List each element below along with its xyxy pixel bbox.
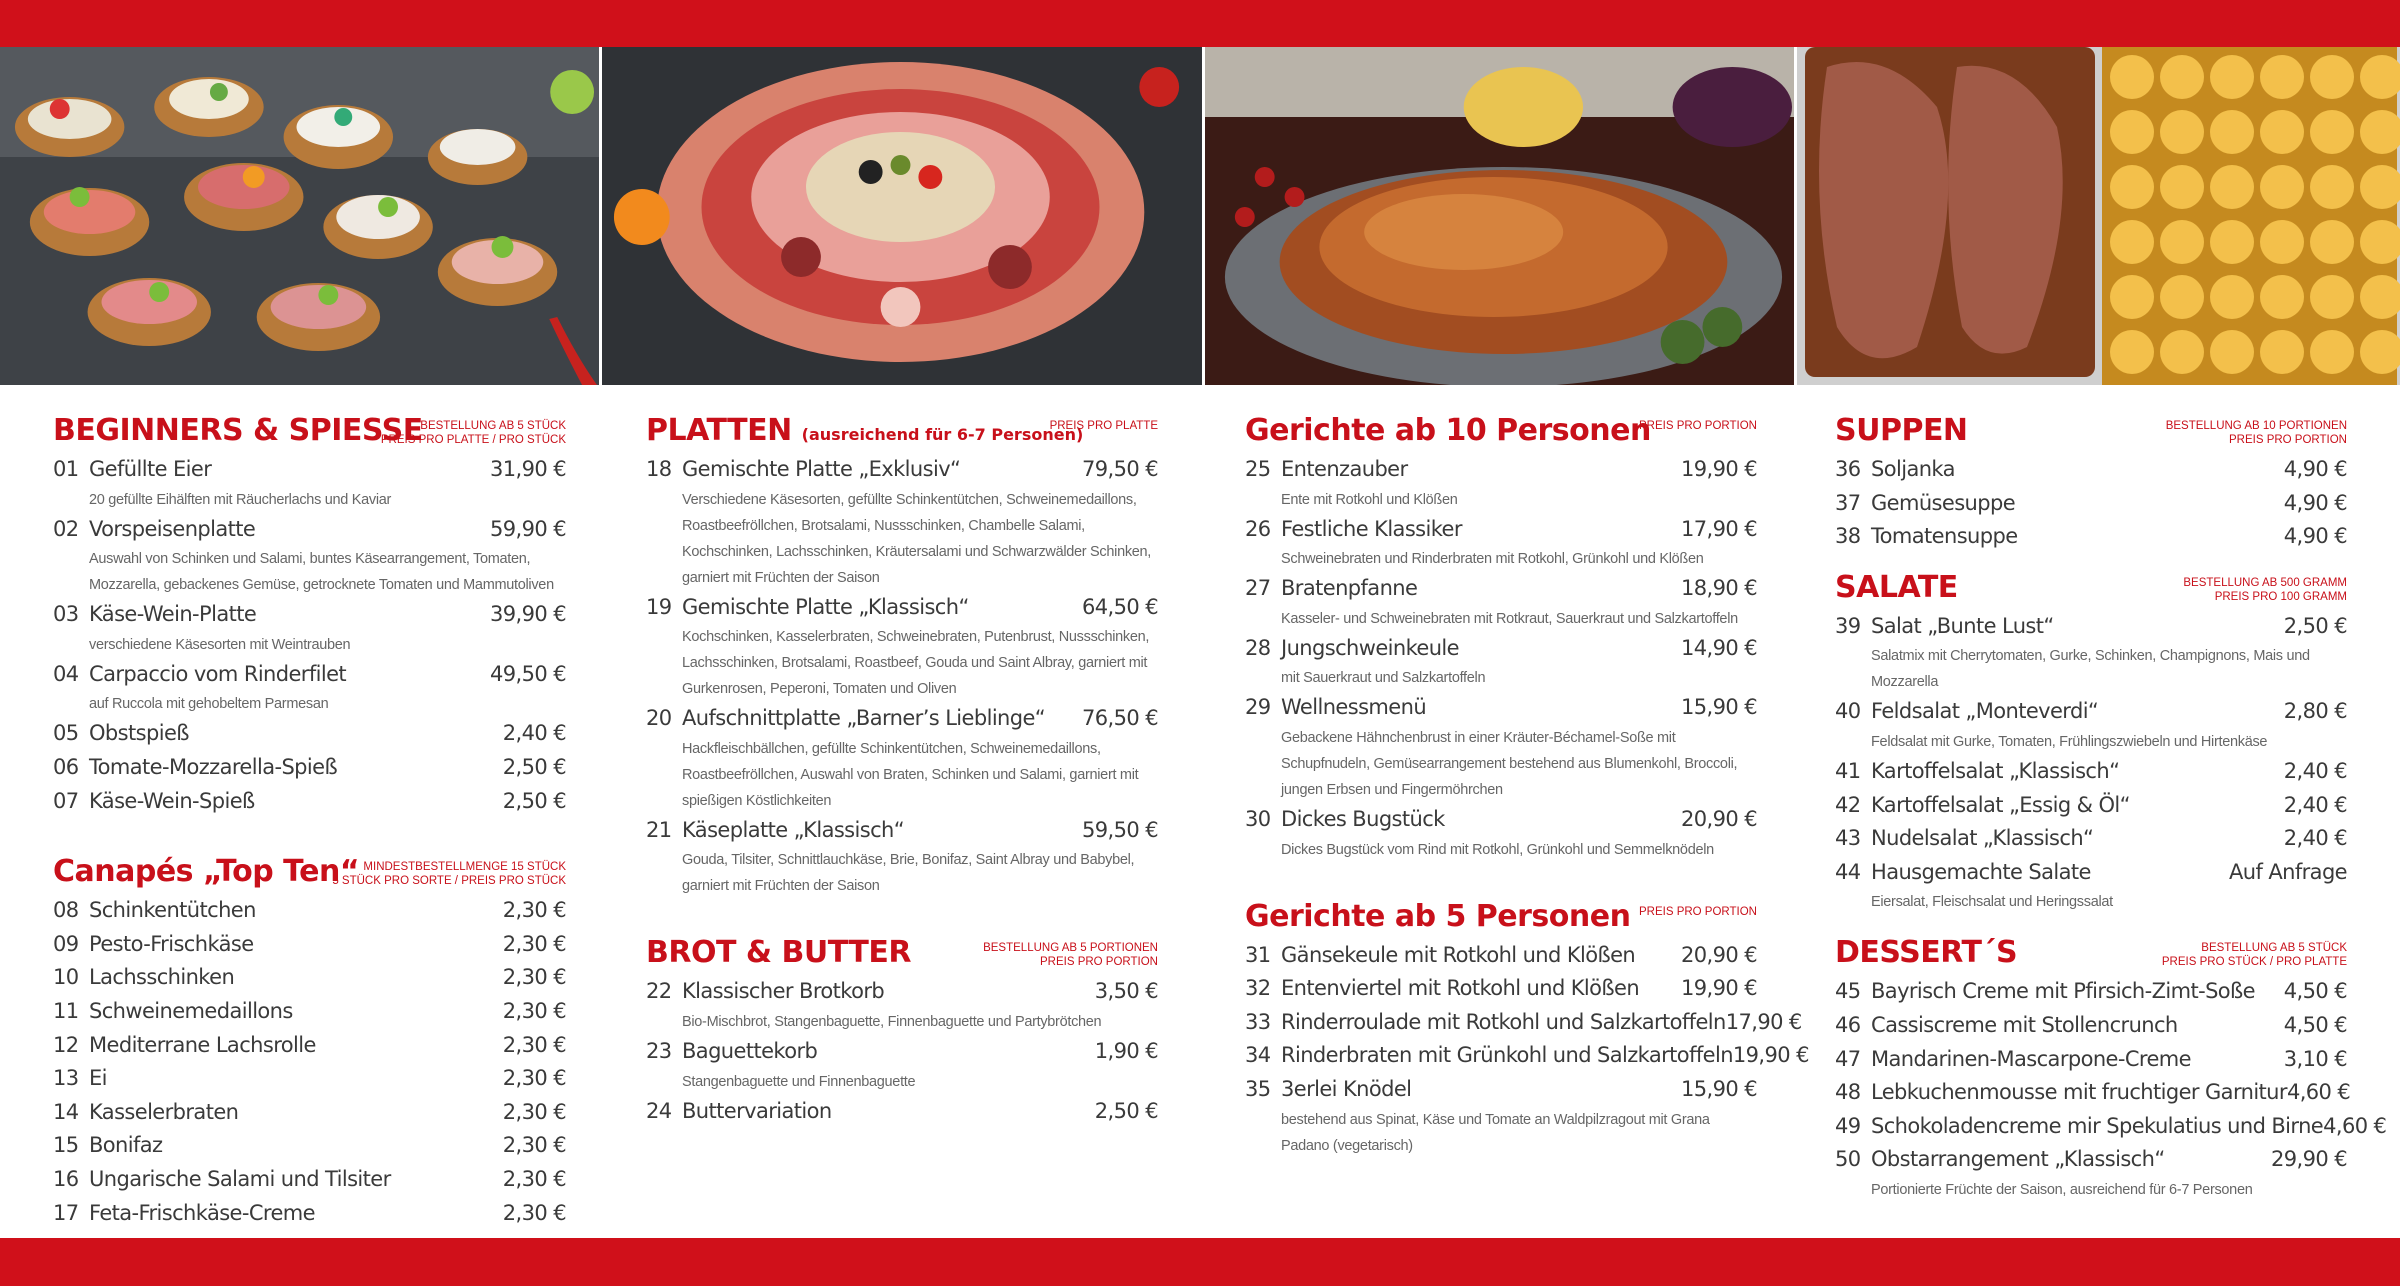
menu-item <box>53 751 566 785</box>
item-number: 49 <box>1835 1113 1861 1138</box>
item-price: 2,50 € <box>502 788 566 813</box>
item-price: 59,90 € <box>490 516 566 541</box>
photo-strip <box>0 47 2400 385</box>
menu-item <box>1835 1009 2347 1043</box>
menu-item <box>53 513 566 547</box>
menu-item <box>53 1062 566 1096</box>
item-price: 79,50 € <box>1082 457 1158 481</box>
menu-item <box>53 1163 566 1197</box>
item-description: Gebackene Hähnchenbrust in einer Kräuter-Béchamel-Soße mit Schupfnudeln, Gemüsearrangement bestehend aus Blumenkohl, Broccoli, jungen Erbsen und Fingermöhrchen <box>1281 729 1738 798</box>
menu-item <box>1835 789 2347 823</box>
section-note: BESTELLUNG AB 500 GRAMM PREIS PRO 100 GRAMM <box>2183 576 2347 603</box>
menu-item <box>646 591 1158 625</box>
item-number: 13 <box>53 1066 79 1091</box>
menu-item <box>1835 695 2347 729</box>
menu-item <box>53 1129 566 1163</box>
item-price: 64,50 € <box>1082 594 1158 619</box>
item-number: 17 <box>53 1200 79 1225</box>
roast-and-potatoes-photo <box>1797 47 2400 385</box>
item-name: Kartoffelsalat „Essig & Öl“ <box>1871 792 2130 817</box>
section-gerichte-5 <box>1245 889 1809 1159</box>
item-number: 19 <box>646 594 672 619</box>
menu-item <box>53 1197 566 1231</box>
item-number: 31 <box>1245 942 1271 967</box>
section-gerichte-10 <box>1245 403 1757 863</box>
item-number: 35 <box>1245 1076 1271 1101</box>
item-name: Rinderbraten mit Grünkohl und Salzkartoffeln <box>1281 1043 1733 1068</box>
section-suppen <box>1835 403 2347 554</box>
item-number: 24 <box>646 1098 672 1123</box>
item-price: 2,40 € <box>2283 826 2347 851</box>
section-dessert <box>1835 925 2387 1203</box>
menu-item <box>53 894 566 928</box>
item-name: 3erlei Knödel <box>1281 1076 1412 1101</box>
item-price: 2,30 € <box>502 1032 566 1057</box>
menu-item <box>1835 1143 2347 1177</box>
menu-item <box>1245 453 1757 487</box>
item-name: Aufschnittplatte „Barner’s Lieblinge“ <box>682 706 1046 731</box>
item-number: 21 <box>646 817 672 842</box>
item-number: 20 <box>646 706 672 731</box>
section-note: MINDESTBESTELLMENGE 15 STÜCK 5 STÜCK PRO SORTE / PREIS PRO STÜCK <box>332 861 566 888</box>
menu-item <box>646 702 1158 736</box>
item-number: 39 <box>1835 613 1861 638</box>
item-price: 2,30 € <box>502 1133 566 1158</box>
section-title: SALATE <box>1835 569 1958 605</box>
item-number: 15 <box>53 1133 79 1158</box>
item-description: mit Sauerkraut und Salzkartoffeln <box>1281 670 1486 687</box>
item-name: Lebkuchenmousse mit fruchtiger Garnitur <box>1871 1080 2287 1105</box>
item-price: 49,50 € <box>490 661 566 686</box>
item-description: verschiedene Käsesorten mit Weintrauben <box>89 636 351 653</box>
item-number: 37 <box>1835 490 1861 515</box>
item-price: 3,10 € <box>2283 1046 2347 1071</box>
item-price: 19,90 € <box>1681 976 1757 1001</box>
menu-item <box>53 961 566 995</box>
menu-item <box>646 975 1158 1009</box>
item-name: Ei <box>89 1066 107 1091</box>
item-number: 23 <box>646 1038 672 1063</box>
item-description: auf Ruccola mit gehobeltem Parmesan <box>89 696 329 713</box>
item-price: 29,90 € <box>2271 1147 2347 1172</box>
item-number: 33 <box>1245 1009 1271 1034</box>
item-number: 06 <box>53 754 79 779</box>
item-number: 38 <box>1835 524 1861 549</box>
section-platten <box>646 403 1158 899</box>
item-name: Pesto-Frischkäse <box>89 931 254 956</box>
item-name: Gemischte Platte „Exklusiv“ <box>682 457 961 481</box>
item-name: Jungschweinkeule <box>1281 635 1459 660</box>
section-title: Gerichte ab 5 Personen <box>1245 898 1631 934</box>
menu-item <box>1835 755 2347 789</box>
item-name: Entenzauber <box>1281 457 1408 481</box>
item-price: 2,80 € <box>2283 699 2347 724</box>
section-note: BESTELLUNG AB 5 STÜCK PREIS PRO STÜCK / PRO PLATTE <box>2161 942 2347 969</box>
item-number: 08 <box>53 898 79 923</box>
item-description: Feldsalat mit Gurke, Tomaten, Frühlingszwiebeln und Hirtenkäse <box>1871 733 2268 750</box>
item-number: 36 <box>1835 457 1861 481</box>
item-name: Bayrisch Creme mit Pfirsich-Zimt-Soße <box>1871 979 2255 1004</box>
item-number: 01 <box>53 457 79 481</box>
item-price: 4,60 € <box>2323 1113 2387 1138</box>
menu-item <box>1245 1039 1809 1073</box>
menu-item <box>1245 513 1757 547</box>
item-number: 42 <box>1835 792 1861 817</box>
item-price: 19,90 € <box>1681 457 1757 481</box>
section-beginners <box>53 403 566 818</box>
menu-column-4 <box>1835 403 2387 1203</box>
item-number: 41 <box>1835 758 1861 783</box>
item-number: 07 <box>53 788 79 813</box>
item-number: 14 <box>53 1099 79 1124</box>
item-description: Eiersalat, Fleischsalat und Heringssalat <box>1871 894 2113 911</box>
item-price: 4,60 € <box>2286 1080 2351 1105</box>
item-name: Cassiscreme mit Stollencrunch <box>1871 1012 2178 1037</box>
item-price: 4,90 € <box>2283 490 2347 515</box>
item-name: Obstarrangement „Klassisch“ <box>1871 1147 2165 1172</box>
item-price: 2,40 € <box>2283 758 2347 783</box>
item-number: 48 <box>1835 1080 1861 1105</box>
menu-item <box>646 1035 1158 1069</box>
item-price: 2,50 € <box>1094 1098 1158 1123</box>
item-description: Portionierte Früchte der Saison, ausreichend für 6-7 Personen <box>1871 1181 2253 1198</box>
item-name: Feta-Frischkäse-Creme <box>89 1200 315 1225</box>
item-number: 45 <box>1835 979 1861 1004</box>
item-number: 30 <box>1245 806 1271 831</box>
item-number: 32 <box>1245 976 1271 1001</box>
item-price: 2,30 € <box>502 1166 566 1191</box>
item-number: 18 <box>646 457 672 481</box>
item-name: Klassischer Brotkorb <box>682 979 885 1004</box>
menu-item <box>1245 691 1757 725</box>
item-name: Hausgemachte Salate <box>1871 859 2091 884</box>
menu-item <box>1245 572 1757 606</box>
item-name: Mandarinen-Mascarpone-Creme <box>1871 1046 2191 1071</box>
section-title: Canapés „Top Ten“ <box>53 854 360 890</box>
menu-item <box>1245 1073 1757 1107</box>
menu-item <box>646 453 1158 487</box>
menu-item <box>1835 487 2347 521</box>
item-description: Kochschinken, Kasselerbraten, Schweinebraten, Putenbrust, Nussschinken, Lachsschinken, Brotsalami, Roastbeef, Gouda und Saint Albray, garniert mit Gurkenrosen, Peperoni, Tomaten und Oliven <box>682 629 1150 698</box>
item-price: 76,50 € <box>1082 706 1158 731</box>
item-description: Schweinebraten und Rinderbraten mit Rotkohl, Grünkohl und Klößen <box>1281 551 1704 568</box>
platter-photo <box>602 47 1205 385</box>
item-name: Festliche Klassiker <box>1281 516 1462 541</box>
item-price: 2,30 € <box>502 1099 566 1124</box>
item-number: 47 <box>1835 1046 1861 1071</box>
item-name: Schokoladencreme mir Spekulatius und Birne <box>1871 1113 2324 1138</box>
item-price: 17,90 € <box>1725 1009 1802 1034</box>
item-description: Kasseler- und Schweinebraten mit Rotkraut, Sauerkraut und Salzkartoffeln <box>1281 610 1738 627</box>
item-name: Kartoffelsalat „Klassisch“ <box>1871 758 2120 783</box>
item-price: 2,50 € <box>2283 613 2347 638</box>
item-name: Soljanka <box>1871 457 1955 481</box>
item-number: 34 <box>1245 1043 1271 1068</box>
menu-item <box>53 453 566 487</box>
item-number: 50 <box>1835 1147 1861 1172</box>
item-number: 02 <box>53 516 79 541</box>
item-price: 2,30 € <box>502 965 566 990</box>
item-description: 20 gefüllte Eihälften mit Räucherlachs und Kaviar <box>89 491 392 508</box>
item-price: 2,40 € <box>2283 792 2347 817</box>
section-title: DESSERT´S <box>1835 935 2018 971</box>
item-name: Kasselerbraten <box>89 1099 239 1124</box>
item-price: 2,40 € <box>502 721 566 746</box>
item-description: Gouda, Tilsiter, Schnittlauchkäse, Brie, Bonifaz, Saint Albray und Babybel, garniert mit Früchten der Saison <box>682 852 1135 895</box>
item-description: Salatmix mit Cherrytomaten, Gurke, Schinken, Champignons, Mais und Mozzarella <box>1871 648 2310 691</box>
item-name: Baguettekorb <box>682 1038 818 1063</box>
item-description: bestehend aus Spinat, Käse und Tomate an Waldpilzragout mit Grana Padano (vegetarisch) <box>1281 1111 1710 1154</box>
item-name: Gemischte Platte „Klassisch“ <box>682 594 969 619</box>
section-note: PREIS PRO PORTION <box>1638 905 1757 918</box>
menu-item <box>1245 803 1757 837</box>
item-price: 20,90 € <box>1681 806 1757 831</box>
item-number: 44 <box>1835 859 1861 884</box>
section-canapes <box>53 844 566 1230</box>
menu-column-2 <box>646 403 1158 1128</box>
item-price: 4,50 € <box>2283 1012 2347 1037</box>
bottom-red-band <box>0 1238 2400 1286</box>
item-number: 25 <box>1245 457 1271 481</box>
menu-item <box>53 717 566 751</box>
menu-item <box>53 658 566 692</box>
section-note: BESTELLUNG AB 5 PORTIONEN PREIS PRO PORTION <box>983 942 1158 969</box>
item-number: 03 <box>53 602 79 627</box>
menu-item <box>646 814 1158 848</box>
item-name: Tomate-Mozzarella-Spieß <box>89 754 338 779</box>
menu-item <box>1245 1006 1802 1040</box>
menu-item <box>1835 975 2347 1009</box>
item-price: 59,50 € <box>1082 817 1158 842</box>
item-price: 17,90 € <box>1681 516 1757 541</box>
item-price: 2,30 € <box>502 1200 566 1225</box>
item-price: 15,90 € <box>1681 1076 1757 1101</box>
section-title: SUPPEN <box>1835 413 1968 448</box>
item-name: Lachsschinken <box>89 965 235 990</box>
item-number: 28 <box>1245 635 1271 660</box>
section-note: BESTELLUNG AB 10 PORTIONEN PREIS PRO PORTION <box>2165 420 2347 446</box>
item-price: 19,90 € <box>1732 1043 1809 1068</box>
item-name: Rinderroulade mit Rotkohl und Salzkartoffeln <box>1281 1009 1726 1034</box>
item-name: Vorspeisenplatte <box>89 516 256 541</box>
item-price: 4,90 € <box>2283 524 2347 549</box>
item-number: 46 <box>1835 1012 1861 1037</box>
item-description: Stangenbaguette und Finnenbaguette <box>682 1073 916 1090</box>
item-name: Käse-Wein-Platte <box>89 602 257 627</box>
item-price: 18,90 € <box>1681 576 1757 601</box>
item-name: Mediterrane Lachsrolle <box>89 1032 316 1057</box>
item-price: 4,90 € <box>2283 457 2347 481</box>
item-name: Feldsalat „Monteverdi“ <box>1871 699 2099 724</box>
menu-column-1 <box>53 403 566 1230</box>
item-price: 39,90 € <box>490 602 566 627</box>
menu-item <box>53 928 566 962</box>
section-title: Gerichte ab 10 Personen <box>1245 413 1651 448</box>
menu-item <box>1835 856 2347 890</box>
item-name: Schweinemedaillons <box>89 998 293 1023</box>
menu-item <box>1245 632 1757 666</box>
section-note: PREIS PRO PLATTE <box>1049 420 1158 432</box>
top-red-band <box>0 0 2400 47</box>
item-price: 2,30 € <box>502 1066 566 1091</box>
item-name: Gänsekeule mit Rotkohl und Klößen <box>1281 942 1636 967</box>
section-salate <box>1835 560 2347 916</box>
menu-item <box>1245 972 1757 1006</box>
item-name: Tomatensuppe <box>1871 524 2018 549</box>
item-number: 16 <box>53 1166 79 1191</box>
item-price: Auf Anfrage <box>2229 859 2347 884</box>
menu-item <box>53 1029 566 1063</box>
item-price: 4,50 € <box>2283 979 2347 1004</box>
item-name: Käseplatte „Klassisch“ <box>682 817 905 842</box>
item-name: Wellnessmenü <box>1281 695 1427 720</box>
item-price: 3,50 € <box>1094 979 1158 1004</box>
item-price: 14,90 € <box>1681 635 1757 660</box>
item-number: 43 <box>1835 826 1861 851</box>
menu-item <box>1835 610 2347 644</box>
item-price: 1,90 € <box>1094 1038 1158 1063</box>
item-number: 11 <box>53 998 79 1023</box>
item-name: Salat „Bunte Lust“ <box>1871 613 2054 638</box>
item-description: Hackfleischbällchen, gefüllte Schinkentütchen, Schweinemedaillons, Roastbeefröllchen, Auswahl von Braten, Schinken und Salami, garniert mit spießigen Köstlichkeiten <box>682 740 1139 809</box>
menu-column-3 <box>1245 403 1809 1159</box>
menu-item <box>1835 520 2347 554</box>
menu-item <box>1835 1110 2387 1144</box>
menu-item <box>1835 1076 2351 1110</box>
item-price: 2,30 € <box>502 998 566 1023</box>
section-title: BEGINNERS & SPIESSE <box>53 413 423 448</box>
item-name: Käse-Wein-Spieß <box>89 788 255 813</box>
item-name: Bratenpfanne <box>1281 576 1418 601</box>
section-title: BROT & BUTTER <box>646 935 911 971</box>
item-number: 10 <box>53 965 79 990</box>
menu-item <box>53 598 566 632</box>
menu-item <box>1245 939 1757 973</box>
item-price: 15,90 € <box>1681 695 1757 720</box>
item-price: 20,90 € <box>1681 942 1757 967</box>
item-number: 40 <box>1835 699 1861 724</box>
section-note: BESTELLUNG AB 5 STÜCK PREIS PRO PLATTE / PRO STÜCK <box>380 420 566 446</box>
item-name: Dickes Bugstück <box>1281 806 1445 831</box>
roast-duck-photo <box>1205 47 1797 385</box>
item-price: 2,30 € <box>502 898 566 923</box>
menu-item <box>1835 822 2347 856</box>
item-description: Dickes Bugstück vom Rind mit Rotkohl, Grünkohl und Semmelknödeln <box>1281 841 1714 858</box>
item-description: Bio-Mischbrot, Stangenbaguette, Finnenbaguette und Partybrötchen <box>682 1013 1102 1030</box>
item-number: 04 <box>53 661 79 686</box>
item-description: Ente mit Rotkohl und Klößen <box>1281 491 1458 508</box>
section-note: PREIS PRO PORTION <box>1638 420 1757 432</box>
item-number: 05 <box>53 721 79 746</box>
item-number: 09 <box>53 931 79 956</box>
item-name: Carpaccio vom Rinderfilet <box>89 661 347 686</box>
item-price: 2,50 € <box>502 754 566 779</box>
item-price: 2,30 € <box>502 931 566 956</box>
item-price: 31,90 € <box>490 457 566 481</box>
item-name: Bonifaz <box>89 1133 163 1158</box>
item-number: 12 <box>53 1032 79 1057</box>
item-name: Gefüllte Eier <box>89 457 212 481</box>
item-number: 27 <box>1245 576 1271 601</box>
canapes-photo <box>0 47 602 385</box>
item-description: Auswahl von Schinken und Salami, buntes Käsearrangement, Tomaten, Mozzarella, gebackenes Gemüse, getrocknete Tomaten und Mammutoliven <box>89 551 554 594</box>
item-number: 29 <box>1245 695 1271 720</box>
item-name: Schinkentütchen <box>89 898 256 923</box>
section-title: PLATTEN (ausreichend für 6-7 Personen) <box>646 413 1084 448</box>
item-name: Ungarische Salami und Tilsiter <box>89 1166 391 1191</box>
item-name: Obstspieß <box>89 721 189 746</box>
menu-item <box>53 785 566 819</box>
item-number: 22 <box>646 979 672 1004</box>
menu-item <box>1835 1043 2347 1077</box>
item-description: Verschiedene Käsesorten, gefüllte Schinkentütchen, Schweinemedaillons, Roastbeefröllchen, Brotsalami, Nussschinken, Chambelle Salami, Kochschinken, Lachsschinken, Kräutersalami und Schwarzwälder Schinken, garniert mit Früchten der Saison <box>682 491 1152 586</box>
item-number: 26 <box>1245 516 1271 541</box>
menu-item <box>53 1096 566 1130</box>
menu-item <box>646 1095 1158 1129</box>
menu-item <box>1835 453 2347 487</box>
item-name: Nudelsalat „Klassisch“ <box>1871 826 2094 851</box>
item-name: Gemüsesuppe <box>1871 490 2016 515</box>
item-name: Entenviertel mit Rotkohl und Klößen <box>1281 976 1640 1001</box>
section-brot-butter <box>646 925 1158 1128</box>
menu-item <box>53 995 566 1029</box>
item-name: Buttervariation <box>682 1098 832 1123</box>
